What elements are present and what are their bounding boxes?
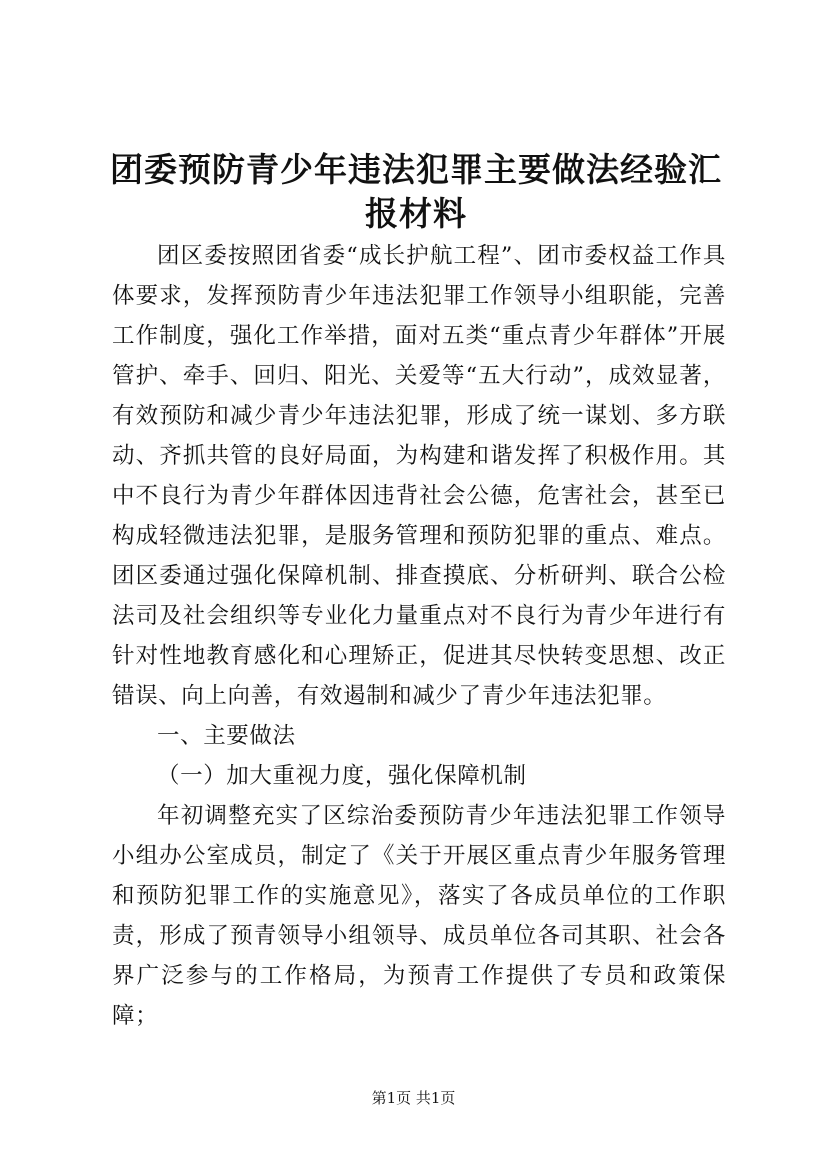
- document-title: 团委预防青少年违法犯罪主要做法经验汇报材料: [110, 150, 722, 233]
- page-footer: 第1页 共1页: [371, 1089, 456, 1107]
- document-body: [112, 236, 726, 1036]
- section-heading: 一、主要做法: [157, 723, 296, 749]
- body-paragraph: 年初调整充实了区综治委预防青少年违法犯罪工作领导小组办公室成员，制定了《关于开展区重点青少年服务管理和预防犯罪工作的实施意见》，落实了各成员单位的工作职责，形成了预青领导小组领导、成员单位各司其职、社会各界广泛参与的工作格局，为预青工作提供了专员和政策保障；: [112, 803, 726, 1029]
- intro-paragraph: 团区委按照团省委“成长护航工程”、团市委权益工作具体要求，发挥预防青少年违法犯罪工作领导小组职能，完善工作制度，强化工作举措，面对五类“重点青少年群体”开展管护、牵手、回归、阳光、关爱等“五大行动”，成效显著，有效预防和减少青少年违法犯罪，形成了统一谋划、多方联动、齐抓共管的良好局面，为构建和谐发挥了积极作用。其中不良行为青少年群体因违背社会公德，危害社会，甚至已构成轻微违法犯罪，是服务管理和预防犯罪的重点、难点。团区委通过强化保障机制、排查摸底、分析研判、联合公检法司及社会组织等专业化力量重点对不良行为青少年进行有针对性地教育感化和心理矫正，促进其尽快转变思想、改正错误、向上向善，有效遏制和减少了青少年违法犯罪。: [112, 243, 726, 709]
- subsection-heading: （一）加大重视力度，强化保障机制: [157, 763, 527, 789]
